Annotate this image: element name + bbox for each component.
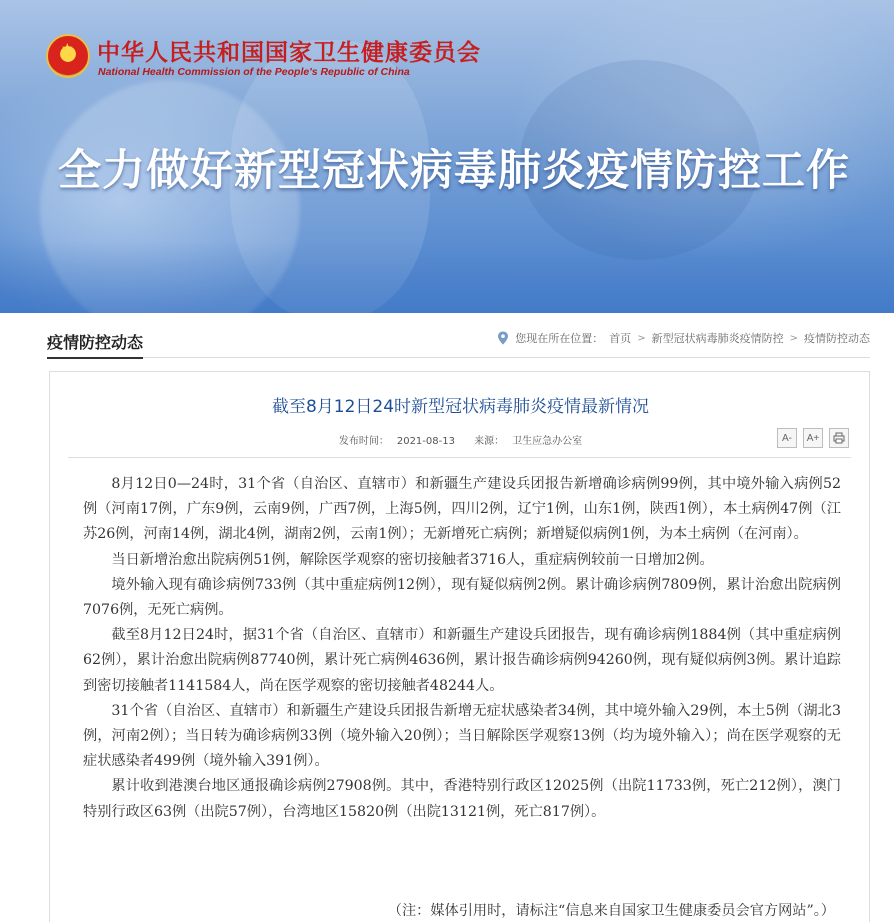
font-smaller-button[interactable]: A- xyxy=(777,428,797,448)
article-meta xyxy=(50,432,871,447)
breadcrumb-home[interactable]: 首页 xyxy=(609,332,632,345)
article-paragraph: 累计收到港澳台地区通报确诊病例27908例。其中，香港特别行政区12025例（出院11733例，死亡212例），澳门特别行政区63例（出院57例），台湾地区15820例（出院13121例，死亡817例）。 xyxy=(83,778,841,820)
org-name-en[interactable]: National Health Commission of the People's Republic of China xyxy=(98,66,410,78)
source-name: 卫生应急办公室 xyxy=(512,436,583,447)
article-container xyxy=(49,371,870,922)
source-label: 来源： xyxy=(474,436,505,447)
print-button[interactable] xyxy=(829,428,849,448)
publish-label: 发布时间： xyxy=(338,436,389,447)
article-paragraph: 8月12日0—24时，31个省（自治区、直辖市）和新疆生产建设兵团报告新增确诊病例99例，其中境外输入病例52例（河南17例，广东9例，云南9例，广西7例，上海5例，四川2例，辽宁1例，山东1例，陕西1例），本土病例47例（江苏26例，河南14例，湖北4例，湖南2例，云南1例）；无新增死亡病例；新增疑似病例1例，为本土病例（在河南）。 xyxy=(83,476,841,543)
article-body xyxy=(83,472,841,825)
org-name-cn[interactable]: 中华人民共和国国家卫生健康委员会 xyxy=(97,40,481,66)
article-paragraph: 当日新增治愈出院病例51例，解除医学观察的密切接触者3716人，重症病例较前一日增加2例。 xyxy=(111,551,714,568)
article-paragraph: 31个省（自治区、直辖市）和新疆生产建设兵团报告新增无症状感染者34例，其中境外输入29例，本土5例（湖北3例，河南2例）；当日转为确诊病例33例（境外输入20例）；当日解除医学观察13例（均为境外输入）；尚在医学观察的无症状感染者499例（境外输入391例）。 xyxy=(83,702,841,770)
article-tools xyxy=(777,428,849,448)
header-banner xyxy=(0,0,894,313)
divider xyxy=(68,457,851,458)
publish-date: 2021-08-13 xyxy=(396,436,455,447)
font-larger-button[interactable]: A+ xyxy=(803,428,823,448)
article-paragraph: 截至8月12日24时，据31个省（自治区、直辖市）和新疆生产建设兵团报告，现有确诊病例1884例（其中重症病例62例），累计治愈出院病例87740例，累计死亡病例4636例，累计报告确诊病例94260例，现有疑似病例3例。累计追踪到密切接触者1141584人，尚在医学观察的密切接触者48244人。 xyxy=(83,627,841,694)
breadcrumb xyxy=(497,330,870,346)
national-emblem-icon[interactable]: ★ xyxy=(46,34,90,78)
banner-decoration xyxy=(0,240,894,313)
article-title: 截至8月12日24时新型冠状病毒肺炎疫情最新情况 xyxy=(271,397,650,417)
breadcrumb-separator-icon: > xyxy=(637,332,646,344)
section-title: 疫情防控动态 xyxy=(47,330,143,359)
print-icon xyxy=(833,432,845,444)
article-paragraph: 境外输入现有确诊病例733例（其中重症病例12例），现有疑似病例2例。累计确诊病例7809例，累计治愈出院病例7076例，无死亡病例。 xyxy=(83,576,841,619)
section-header xyxy=(47,322,870,358)
breadcrumb-covid-prevention[interactable]: 新型冠状病毒肺炎疫情防控 xyxy=(651,332,784,345)
banner-slogan: 全力做好新型冠状病毒肺炎疫情防控工作 xyxy=(58,146,850,196)
citation-note: （注：媒体引用时，请标注“信息来自国家卫生健康委员会官方网站”。） xyxy=(387,903,835,919)
breadcrumb-prefix: 您现在所在位置： xyxy=(515,332,604,345)
breadcrumb-current[interactable]: 疫情防控动态 xyxy=(804,332,870,345)
breadcrumb-separator-icon: > xyxy=(789,332,798,344)
location-pin-icon xyxy=(497,331,509,345)
